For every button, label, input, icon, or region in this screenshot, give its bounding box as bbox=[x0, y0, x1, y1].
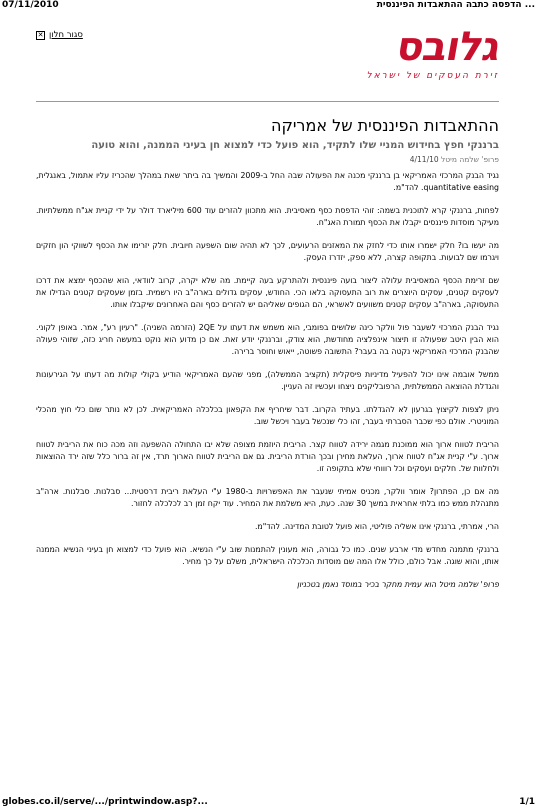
article-paragraph: ברננקי מתמנה מחדש מדי ארבע שנים. כמו כל גבורה, הוא מעונין להתמנות שוב ע"י הנשיא. הוא פועל כדי למצוא חן בעיני הנשיא הממנה אותו, והוא שוגה. אבל כולם, כולל אלו המה שם מוסדות הכלכלה הישראלית, משלם על כך מחיר. bbox=[36, 545, 499, 566]
author-bio: פרופ' שלמה מיטל הוא עמית מחקר בכיר במוסד נאמן בטכניון bbox=[297, 580, 499, 589]
byline-author: פרופ' שלמה מיטל bbox=[441, 155, 499, 164]
article-paragraph: הרי, אמרתי, ברננקי אינו אשליה פוליטי, הוא פועל לטובת המדינה. להד"מ. bbox=[254, 522, 499, 531]
article bbox=[36, 104, 499, 602]
article-byline bbox=[36, 155, 499, 164]
article-paragraph: לפחות, ברננקי קרא לתוכנית בשמה: זוהי הדפסת כסף מאסיבית. הוא מתכוון להזרים עוד 600 מיליארד דולר על ידי קניית אג"ח ממשלתיות. מעיקר מוסדות פיננסים יקבלו את הכסף תמורת האג"ח. bbox=[36, 206, 499, 227]
print-page-number: 1/1 bbox=[519, 797, 535, 807]
article-paragraph: ניתן לצפות לקיצוץ בגרעון לא להגדלתו. בעתיד הקרוב. דבר שיחריף את הקפאון בכלכלה האמריקאית. לכן לא נותר שום כלי חוץ מהכלי המוניטרי. אולם כפי שכבר הסברתי בעבר, זהו כלי שנכשל בעבר ויכשל שוב. bbox=[36, 405, 499, 426]
article-paragraph: ממשל אובמה אינו יכול להפעיל מדיניות פיסקלית (תקציב הממשלה), מפני שהעם האמריקאי הודיע בקולי קולות מה דעתו על הגירעונות והגדלת ההוצאה הממשלתית, הרפובליקנים ניצחו ועכשיו זה העניין. bbox=[36, 370, 499, 391]
article-paragraph: שם זרימת הכסף המאסיבית עלולה ליצור בועה פיננסית ולהתרקע בעה קיימת. מה שלא יקרה, קרוב לוודאי, הוא שהכסף ימצא את דרכו לעסקים קטנים, עסקים היוצרים את רוב התעסוקה בלאו הכי. החודש, עסקים גדולים בארה"ב היו רשמית. בזמן שעסקים קטנים הגדילו את התעסוקה, בארה"ב עסקים קטנים משוועים לאשראי, הם הגופים שאליהם יש להזרים כסף והם האחרונים שיקבלו אותו. bbox=[36, 276, 499, 309]
close-icon: ✕ bbox=[37, 30, 44, 39]
header-divider bbox=[36, 101, 499, 102]
logo-text: גלובס bbox=[392, 24, 504, 70]
article-paragraph: נגיד הבנק המרכזי לשעבר פול וולקר כינה שלושים בפומבי, הוא משמש את דעתו על 2QE (הזרמה השניה). "רעיון רע", אמר. באופן לקוני. הוא הבין היטב שפעולה זו תיצור אינפלציה מחודשת, הוא צודק, וברננקי יודע זאת. אם כן מדוע הוא נוקט במעשה חריג כזה, שזוהי פעולה שהבנק המרכזי האמריקאי נקטה בה בעבר? התשובה פשוטה, ייאוש וחוסר ברירה. bbox=[36, 323, 499, 356]
byline-date: 4/11/10 bbox=[409, 155, 439, 164]
article-paragraph: נגיד הבנק המרכזי האמריקאי בן ברננקי מכנה את הפעולה שבה החל ב-2009 והמשיך בה ביתר שאת במהלך שהכריז עליו אתמול, באנגלית, quantitative easing. להד"מ. bbox=[36, 171, 499, 192]
article-subtitle: ברננקי חפץ בחידוש המניי שלו לתקיד, הוא פועל כדי למצוא חן בעיני הממנה, והוא טועה bbox=[91, 140, 499, 151]
logo-tagline: זירת העסקים של ישראל bbox=[366, 71, 499, 81]
close-window-label: סגור חלון bbox=[49, 30, 83, 40]
print-date: 07/11/2010 bbox=[2, 0, 59, 10]
article-paragraph: מה אם כן, הפתרון? אומר וולקר, מכניס אמיתי שנעבר את האפשרויות ב-1980 ע"י העלאת ריבית דרסטית... סבלנות. סבלנות. ארה"ב מתנהלת ממש כמו בלתי אחראית במשך 30 שנה. כעת, היא משלמת את המחיר. עוד יקח זמן רב לכלכלה לחזור. bbox=[36, 487, 499, 508]
globes-logo[interactable] bbox=[349, 24, 504, 81]
article-title: ההתאבדות הפיננסית של אמריקה bbox=[271, 116, 499, 135]
close-window-button[interactable] bbox=[36, 30, 83, 40]
article-paragraph: מה יעשו בו? חלק ישמרו אותו כדי לחזק את המאזנים הרעועים, לכך לא תהיה שום השפעה חיובית. חלק יזרימו את הכסף לשווקי הון חזקים ויגרמו שם לבועות. בתקופה קצרה, ללא ספק, יזדרז העסק. bbox=[36, 241, 499, 262]
print-page-title: ... הדפסה כתבה ההתאבדות הפיננסית bbox=[376, 0, 535, 10]
article-paragraph: הריבית לטווח ארוך הוא ממוכנת מגמה ירידה לטווח קצר. הריבית היוזמת מצופה שלא יבו התחולה ההשפעה וזה מכה כוח את הריבית לטווח ארוך. ע"י קניית אג"ח לטווח ארוך, העלאת מחירן ובכך הורדת הריבית. גם אם הריבית לטווח הארוך תרד, אין זה ברור כלל שזה ירד ההוצאות ולחלוות של. חלקים ועסקים וכל רוווחי שלא בתקופה זו. bbox=[36, 440, 499, 473]
print-url: globes.co.il/serve/.../printwindow.asp?... bbox=[2, 797, 208, 807]
